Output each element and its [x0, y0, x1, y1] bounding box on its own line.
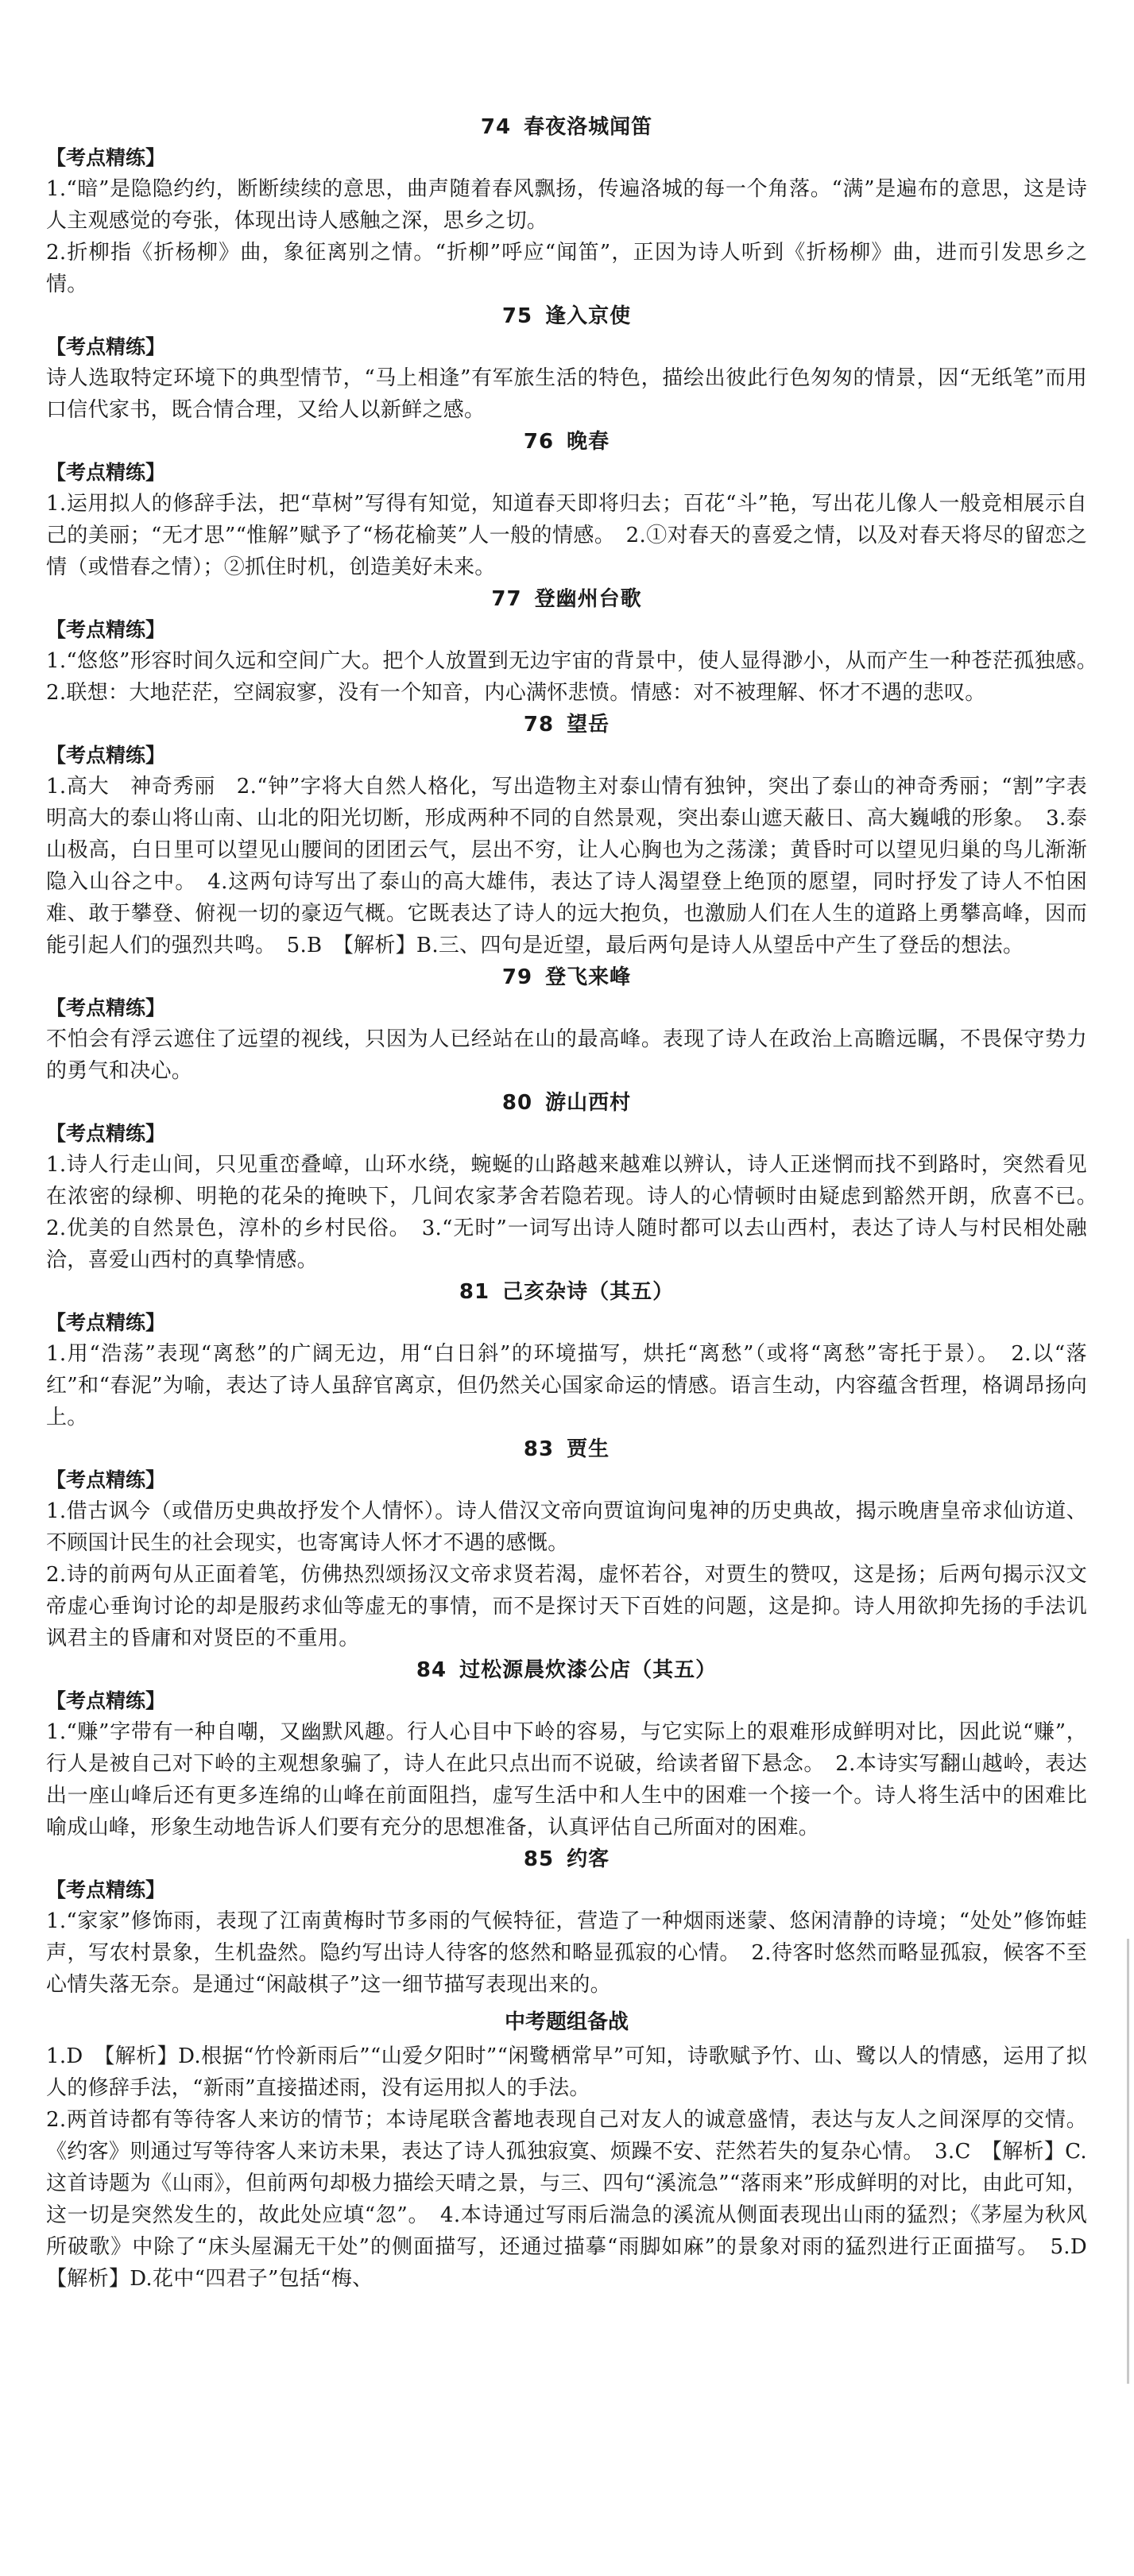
section-81	[46, 1276, 1087, 1433]
section-79	[46, 961, 1087, 1087]
section-74	[46, 111, 1087, 300]
exam-group-title: 中考题组备战	[504, 2010, 629, 2034]
key-point-tag: 【考点精练】	[46, 1311, 166, 1334]
answer-paragraph: 1.“悠悠”形容时间久远和空间广大。把个人放置到无边宇宙的背景中，使人显得渺小，从而产生一种苍茫孤独感。 2.联想：大地茫茫，空阔寂寥，没有一个知音，内心满怀悲愤。情感：对不被理解、怀才不遇的悲叹。	[46, 649, 1109, 705]
answer-paragraph: 2.折柳指《折杨柳》曲，象征离别之情。“折柳”呼应“闻笛”，正因为诗人听到《折杨柳》曲，进而引发思乡之情。	[46, 241, 1087, 296]
answer-paragraph: 1.“赚”字带有一种自嘲，又幽默风趣。行人心目中下岭的容易，与它实际上的艰难形成鲜明对比，因此说“赚”，行人是被自己对下岭的主观想象骗了，诗人在此只点出而不说破，给读者留下悬念。 2.本诗实写翻山越岭，表达出一座山峰后还有更多连绵的山峰在前面阻挡，虚写生活中和人生中的困难一个接一个。诗人将生活中的困难比喻成山峰，形象生动地告诉人们要有充分的思想准备，认真评估自己所面对的困难。	[46, 1720, 1087, 1839]
section-83	[46, 1433, 1087, 1654]
section-title: 76 晚春	[523, 430, 610, 454]
section-84	[46, 1654, 1087, 1843]
section-title: 78 望岳	[523, 713, 610, 737]
exam-group-section	[46, 2004, 1109, 2295]
key-point-tag: 【考点精练】	[46, 744, 166, 767]
answer-paragraph: 1.高大 神奇秀丽 2.“钟”字将大自然人格化，写出造物主对泰山情有独钟，突出了泰山的神奇秀丽；“割”字表明高大的泰山将山南、山北的阳光切断，形成两种不同的自然景观，突出泰山遮天蔽日、高大巍峨的形象。 3.泰山极高，白日里可以望见山腰间的团团云气，层出不穷，让人心胸也为之荡漾；黄昏时可以望见归巢的鸟儿渐渐隐入山谷之中。 4.这两句诗写出了泰山的高大雄伟，表达了诗人渴望登上绝顶的愿望，同时抒发了诗人不怕困难、敢于攀登、俯视一切的豪迈气概。它既表达了诗人的远大抱负，也激励人们在人生的道路上勇攀高峰，因而能引起人们的强烈共鸣。 5.B 【解析】B.三、四句是近望，最后两句是诗人从望岳中产生了登岳的想法。	[46, 775, 1087, 957]
section-76	[46, 426, 1087, 583]
section-title: 83 贾生	[523, 1437, 610, 1461]
answer-paragraph: 1.诗人行走山间，只见重峦叠嶂，山环水绕，蜿蜒的山路越来越难以辨认，诗人正迷惘而找不到路时，突然看见在浓密的绿柳、明艳的花朵的掩映下，几间农家茅舍若隐若现。诗人的心情顿时由疑虑到豁然开朗，欣喜不已。 2.优美的自然景色，淳朴的乡村民俗。 3.“无时”一词写出诗人随时都可以去山西村，表达了诗人与村民相处融洽，喜爱山西村的真挚情感。	[46, 1153, 1109, 1272]
answer-page	[46, 111, 1109, 2295]
section-title: 81 己亥杂诗（其五）	[459, 1280, 675, 1304]
answer-paragraph: 2.诗的前两句从正面着笔，仿佛热烈颂扬汉文帝求贤若渴，虚怀若谷，对贾生的赞叹，这是扬；后两句揭示汉文帝虚心垂询讨论的却是服药求仙等虚无的事情，而不是探讨天下百姓的问题，这是抑。诗人用欲抑先扬的手法讥讽君主的昏庸和对贤臣的不重用。	[46, 1563, 1087, 1650]
answer-paragraph: 1.运用拟人的修辞手法，把“草树”写得有知觉，知道春天即将归去；百花“斗”艳，写出花儿像人一般竞相展示自己的美丽；“无才思”“惟解”赋予了“杨花榆荚”人一般的情感。 2.①对春天的喜爱之情，以及对春天将尽的留恋之情（或惜春之情）；②抓住时机，创造美好未来。	[46, 492, 1087, 579]
key-point-tag: 【考点精练】	[46, 996, 166, 1019]
section-78	[46, 709, 1087, 961]
section-title: 79 登飞来峰	[501, 965, 632, 989]
section-title: 75 逢入京使	[501, 304, 632, 328]
answer-paragraph: 1.“家家”修饰雨，表现了江南黄梅时节多雨的气候特征，营造了一种烟雨迷蒙、悠闲清静的诗境；“处处”修饰蛙声，写农村景象，生机盎然。隐约写出诗人待客的悠然和略显孤寂的心情。 2.待客时悠然而略显孤寂，候客不至心情失落无奈。是通过“闲敲棋子”这一细节描写表现出来的。	[46, 1909, 1087, 1997]
section-77	[46, 583, 1109, 709]
answer-paragraph: 2.两首诗都有等待客人来访的情节；本诗尾联含蓄地表现自己对友人的诚意盛情，表达与友人之间深厚的交情。《约客》则通过写等待客人来访未果，表达了诗人孤独寂寞、烦躁不安、茫然若失的复杂心情。 3.C 【解析】C.这首诗题为《山雨》，但前两句却极力描绘天晴之景，与三、四句“溪流急”“落雨来”形成鲜明的对比，由此可知，这一切是突然发生的，故此处应填“忽”。 4.本诗通过写雨后湍急的溪流从侧面表现出山雨的猛烈；《茅屋为秋风所破歌》中除了“床头屋漏无干处”的侧面描写，还通过描摹“雨脚如麻”的景象对雨的猛烈进行正面描写。 5.D 【解析】D.花中“四君子”包括“梅、	[46, 2108, 1109, 2291]
key-point-tag: 【考点精练】	[46, 1878, 166, 1901]
answer-paragraph: 1.借古讽今（或借历史典故抒发个人情怀）。诗人借汉文帝向贾谊询问鬼神的历史典故，揭示晚唐皇帝求仙访道、不顾国计民生的社会现实，也寄寓诗人怀才不遇的感慨。	[46, 1499, 1087, 1555]
answer-paragraph: 诗人选取特定环境下的典型情节，“马上相逢”有军旅生活的特色，描绘出彼此行色匆匆的情景，因“无纸笔”而用口信代家书，既合情合理，又给人以新鲜之感。	[46, 366, 1087, 422]
answer-paragraph: 1.用“浩荡”表现“离愁”的广阔无边，用“白日斜”的环境描写，烘托“离愁”（或将“离愁”寄托于景）。 2.以“落红”和“春泥”为喻，表达了诗人虽辞官离京，但仍然关心国家命运的情感。语言生动，内容蕴含哲理，格调昂扬向上。	[46, 1342, 1087, 1429]
section-85	[46, 1843, 1087, 2001]
section-title: 85 约客	[523, 1847, 610, 1871]
key-point-tag: 【考点精练】	[46, 146, 166, 169]
page-edge-shadow	[1127, 1939, 1129, 2384]
answer-paragraph: 1.D 【解析】D.根据“竹怜新雨后”“山爱夕阳时”“闲鹭栖常早”可知，诗歌赋予竹、山、鹭以人的情感，运用了拟人的修辞手法，“新雨”直接描述雨，没有运用拟人的手法。	[46, 2044, 1087, 2100]
answer-paragraph: 1.“暗”是隐隐约约，断断续续的意思，曲声随着春风飘扬，传遍洛城的每一个角落。“满”是遍布的意思，这是诗人主观感觉的夸张，体现出诗人感触之深，思乡之切。	[46, 177, 1087, 233]
section-title: 77 登幽州台歌	[491, 587, 642, 611]
section-title: 80 游山西村	[501, 1091, 632, 1115]
section-title: 74 春夜洛城闻笛	[480, 115, 653, 139]
key-point-tag: 【考点精练】	[46, 1122, 166, 1145]
answer-paragraph: 不怕会有浮云遮住了远望的视线，只因为人已经站在山的最高峰。表现了诗人在政治上高瞻远瞩，不畏保守势力的勇气和决心。	[46, 1027, 1087, 1083]
key-point-tag: 【考点精练】	[46, 461, 166, 484]
section-80	[46, 1087, 1109, 1276]
section-title: 84 过松源晨炊漆公店（其五）	[416, 1658, 718, 1682]
section-75	[46, 300, 1087, 426]
key-point-tag: 【考点精练】	[46, 1689, 166, 1712]
key-point-tag: 【考点精练】	[46, 618, 166, 641]
key-point-tag: 【考点精练】	[46, 1468, 166, 1491]
key-point-tag: 【考点精练】	[46, 335, 166, 358]
